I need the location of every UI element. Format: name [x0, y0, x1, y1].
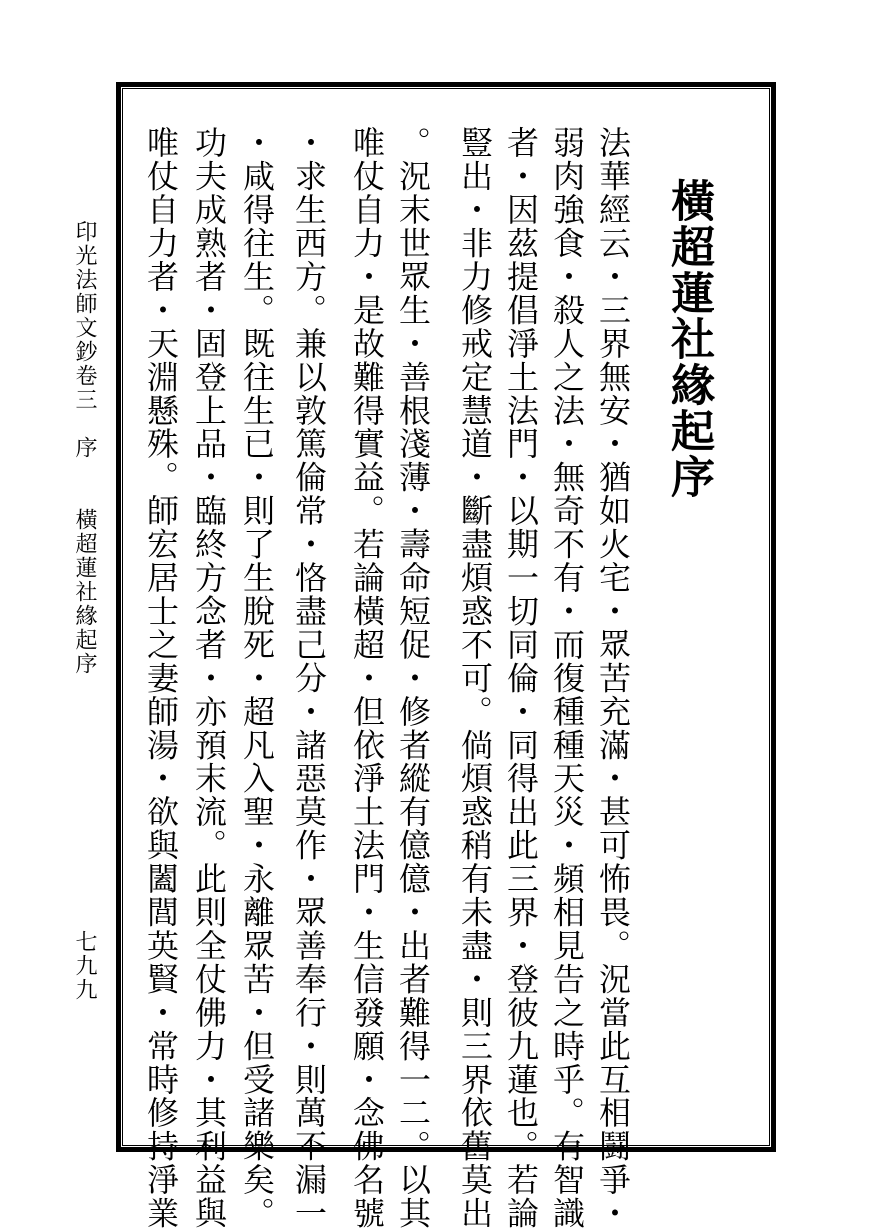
- text-column-9: 功夫成熟者・固登上品・臨終方念者・亦預末流。此則全仗佛力・其利益與: [190, 126, 228, 1230]
- text-column-10: 唯仗自力者・天淵懸殊。師宏居士之妻師湯・欲與闔閭英賢・常時修持淨業: [142, 126, 180, 1230]
- page-title: 橫超蓮社緣起序: [663, 178, 714, 500]
- text-column-4: 豎出・非力修戒定慧道・斷盡煩惑不可。倘煩惑稍有未盡・則三界依舊莫出: [456, 126, 494, 1230]
- text-column-8: ・咸得往生。既往生已・則了生脫死・超凡入聖・永離眾苦・但受諸樂矣。: [238, 126, 276, 1230]
- text-column-6: 唯仗自力・是故難得實益。若論橫超・但依淨土法門・生信發願・念佛名號: [348, 126, 386, 1230]
- text-column-5: 。況末世眾生・善根淺薄・壽命短促・修者縱有億億・出者難得一二。以其: [394, 126, 432, 1230]
- text-column-2: 弱肉強食・殺人之法・無奇不有・而復種種天災・頻相見告之時乎。有智識: [548, 126, 586, 1230]
- running-header: 印光法師文鈔卷三 序 橫超蓮社緣起序: [72, 220, 97, 676]
- text-column-1: 法華經云・三界無安・猶如火宅・眾苦充滿・甚可怖畏。況當此互相鬪爭・: [594, 126, 632, 1230]
- text-column-3: 者・因茲提倡淨土法門・以期一切同倫・同得出此三界・登彼九蓮也。若論: [502, 126, 540, 1230]
- text-column-7: ・求生西方。兼以敦篤倫常・恪盡己分・諸惡莫作・眾善奉行・則萬不漏一: [290, 126, 328, 1230]
- page-number: 七九九: [72, 930, 97, 1002]
